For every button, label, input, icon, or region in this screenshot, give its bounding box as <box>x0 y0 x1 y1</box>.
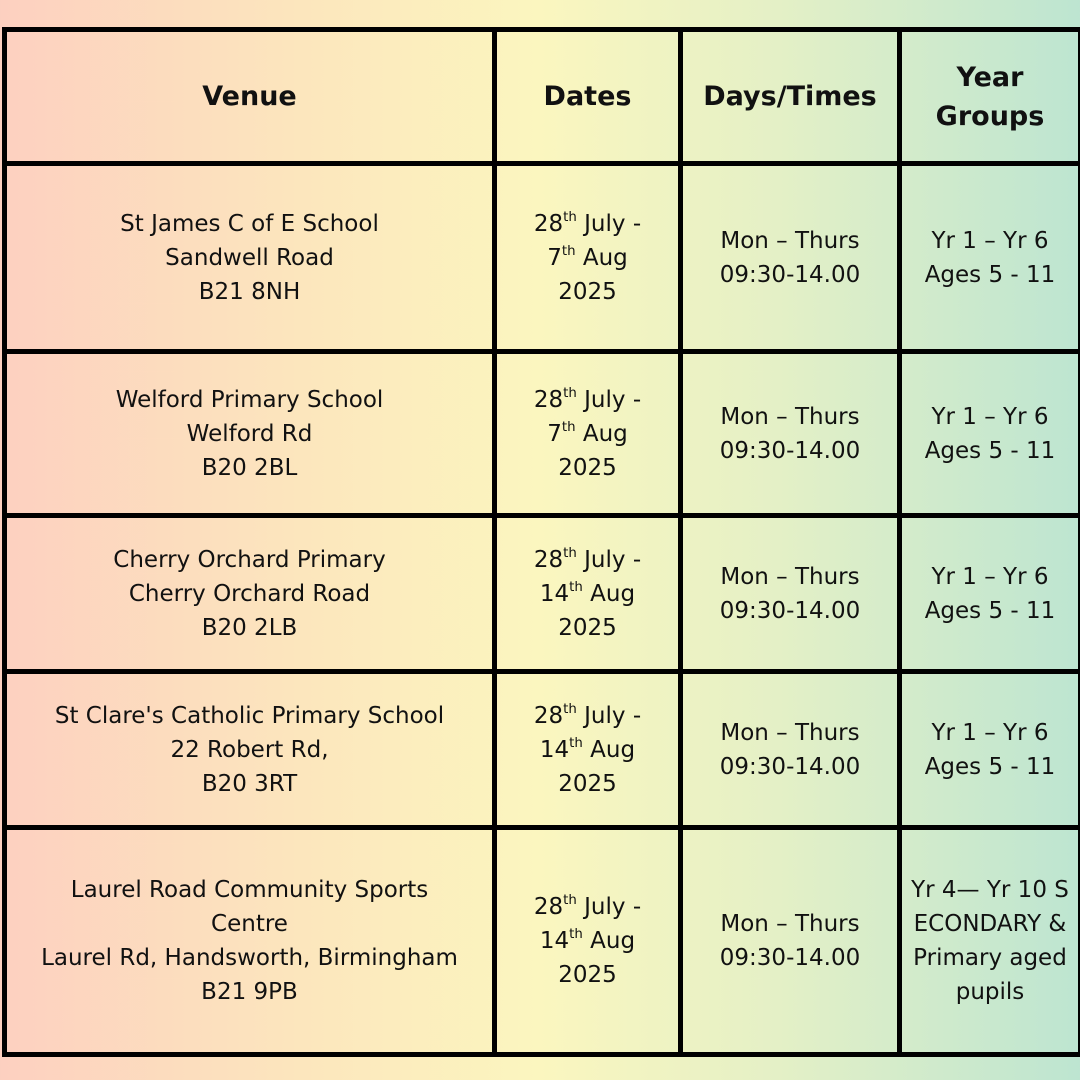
date-year: 2025 <box>558 454 617 481</box>
year-groups-cell <box>900 828 1080 1055</box>
times: 09:30-14.00 <box>719 945 861 971</box>
date-year: 2025 <box>558 962 617 988</box>
times: 09:30-14.00 <box>719 261 861 288</box>
year-groups-header: Year Groups <box>900 30 1080 164</box>
times: 09:30-14.00 <box>719 753 861 780</box>
venue-cell <box>5 352 495 516</box>
venue-postcode: B20 3RT <box>201 770 298 797</box>
dates-cell <box>495 828 681 1055</box>
days-times-cell <box>681 164 900 352</box>
venue-street: Welford Rd <box>186 420 313 447</box>
venue-cell <box>5 516 495 672</box>
times: 09:30-14.00 <box>719 437 861 464</box>
date-year: 2025 <box>558 278 617 305</box>
year-groups-text: Yr 4— Yr 10 SECONDARY & Primary aged pupils <box>911 877 1069 1005</box>
venue-street: Sandwell Road <box>165 244 334 271</box>
dates-cell <box>495 516 681 672</box>
days: Mon – Thurs <box>720 911 860 937</box>
days: Mon – Thurs <box>720 403 860 430</box>
days-times-cell <box>681 828 900 1055</box>
venue-name: Cherry Orchard Primary <box>113 546 386 573</box>
venue-postcode: B21 9PB <box>201 979 298 1005</box>
year-range: Yr 1 – Yr 6 <box>931 719 1049 746</box>
year-range: Yr 1 – Yr 6 <box>931 563 1049 590</box>
table-row <box>5 672 1080 828</box>
venue-cell <box>5 828 495 1055</box>
end-date: 7th Aug <box>547 243 628 271</box>
age-range: Ages 5 - 11 <box>924 261 1056 288</box>
venue-name: Welford Primary School <box>115 386 384 413</box>
age-range: Ages 5 - 11 <box>924 753 1056 780</box>
venue-name: St Clare's Catholic Primary School <box>54 702 445 729</box>
start-date: 28th July - <box>533 545 642 573</box>
dates-cell <box>495 672 681 828</box>
venue-street: Cherry Orchard Road <box>128 580 371 607</box>
days-times-header: Days/Times <box>681 30 900 164</box>
venue-street: 22 Robert Rd, <box>170 736 329 763</box>
start-date: 28th July - <box>533 701 642 729</box>
days-times-cell <box>681 672 900 828</box>
days: Mon – Thurs <box>720 563 860 590</box>
table-row <box>5 352 1080 516</box>
year-groups-cell <box>900 164 1080 352</box>
table-row <box>5 164 1080 352</box>
year-range: Yr 1 – Yr 6 <box>931 403 1049 430</box>
start-date: 28th July - <box>533 385 642 413</box>
venue-cell <box>5 672 495 828</box>
dates-cell <box>495 164 681 352</box>
days-times-cell <box>681 516 900 672</box>
age-range: Ages 5 - 11 <box>924 437 1056 464</box>
venue-postcode: B20 2LB <box>201 614 298 641</box>
venue-name-cont: Centre <box>211 911 288 937</box>
table-row <box>5 828 1080 1055</box>
end-date: 14th Aug <box>539 579 636 607</box>
venue-cell <box>5 164 495 352</box>
times: 09:30-14.00 <box>719 597 861 624</box>
venue-postcode: B20 2BL <box>201 454 298 481</box>
year-groups-cell <box>900 672 1080 828</box>
table-row <box>5 516 1080 672</box>
venue-name: St James C of E School <box>120 210 379 237</box>
venue-postcode: B21 8NH <box>198 278 301 305</box>
start-date: 28th July - <box>533 893 642 920</box>
venue-header: Venue <box>5 30 495 164</box>
days: Mon – Thurs <box>720 719 860 746</box>
days-times-cell <box>681 352 900 516</box>
year-groups-cell <box>900 516 1080 672</box>
venue-name: Laurel Road Community Sports <box>70 877 429 903</box>
venue-street: Laurel Rd, Handsworth, Birmingham <box>41 945 458 971</box>
year-groups-cell <box>900 352 1080 516</box>
end-date: 7th Aug <box>547 419 628 447</box>
schedule-table <box>2 27 1080 1057</box>
header-row <box>5 30 1080 164</box>
date-year: 2025 <box>558 770 617 797</box>
age-range: Ages 5 - 11 <box>924 597 1056 624</box>
date-year: 2025 <box>558 614 617 641</box>
end-date: 14th Aug <box>539 735 636 763</box>
days: Mon – Thurs <box>720 227 860 254</box>
year-range: Yr 1 – Yr 6 <box>931 227 1049 254</box>
dates-header: Dates <box>495 30 681 164</box>
start-date: 28th July - <box>533 209 642 237</box>
end-date: 14th Aug <box>539 927 636 954</box>
dates-cell <box>495 352 681 516</box>
